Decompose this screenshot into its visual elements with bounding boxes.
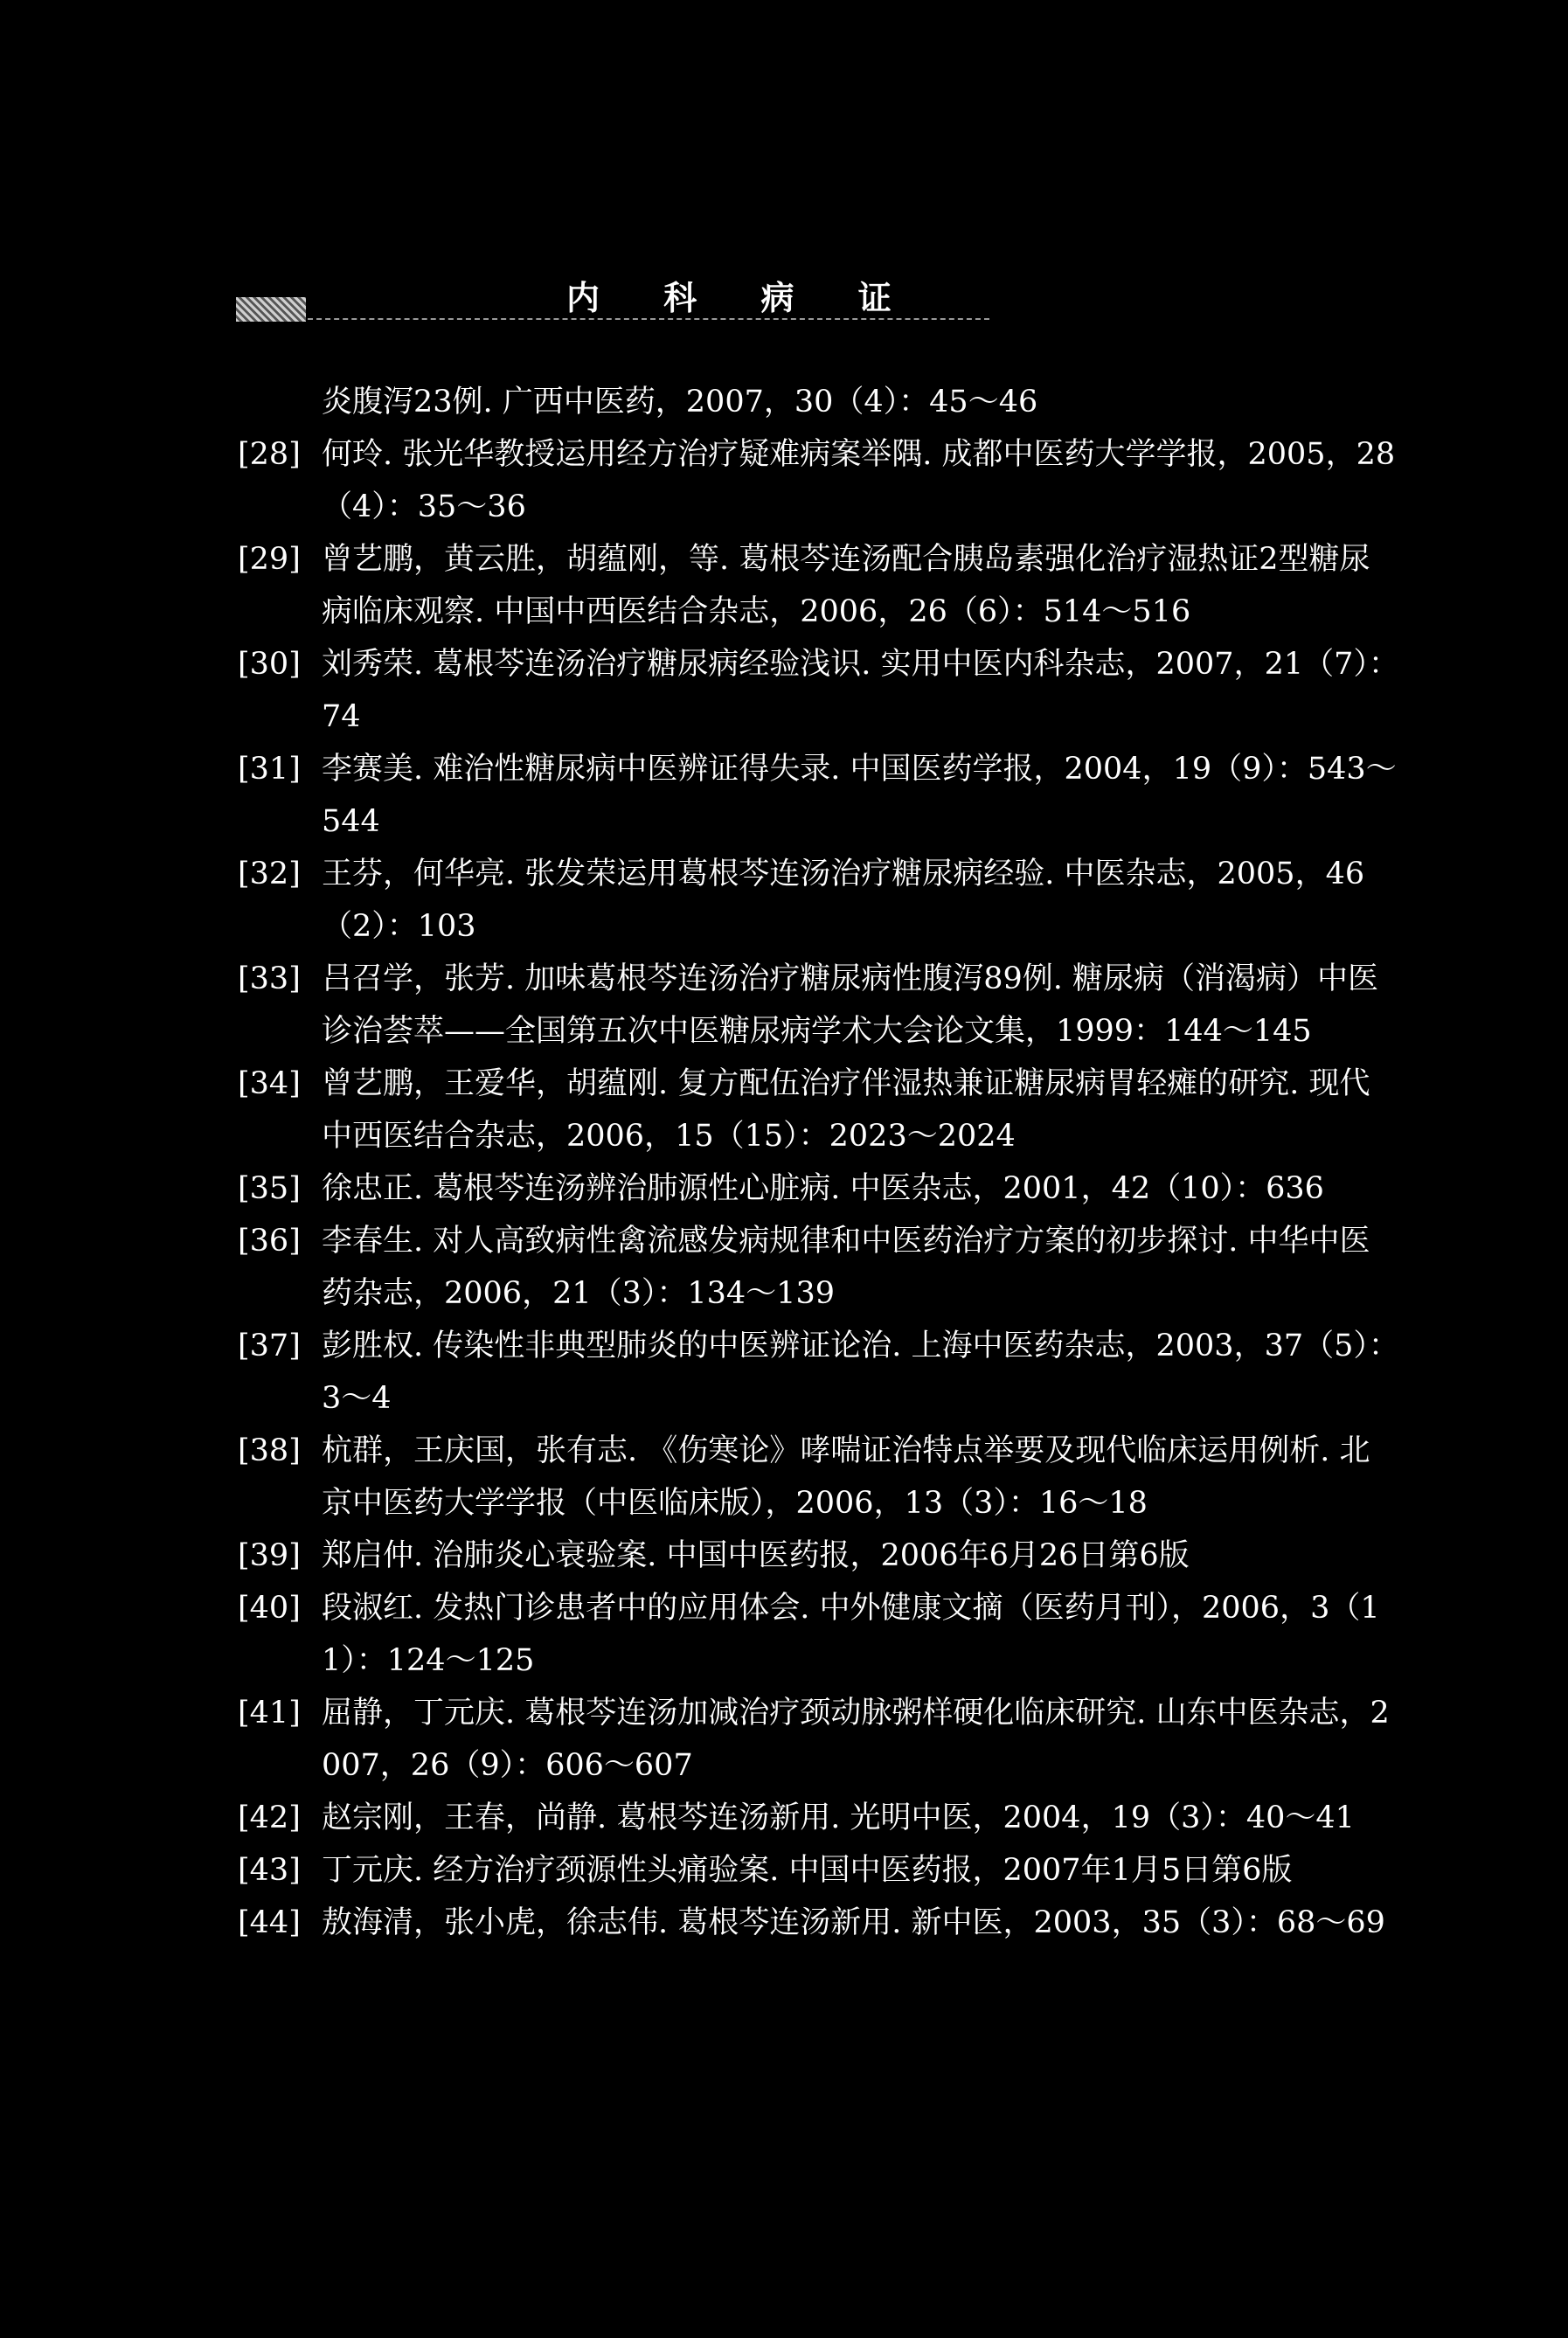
reference-number: [40] xyxy=(238,1591,301,1626)
reference-text: 赵宗刚，王春，尚静. 葛根芩连汤新用. 光明中医，2004，19（3）：40～41 xyxy=(322,1800,1355,1835)
reference-text: 徐忠正. 葛根芩连汤辨治肺源性心脏病. 中医杂志，2001，42（10）：636 xyxy=(322,1171,1324,1206)
reference-item xyxy=(238,1687,1400,1792)
reference-item xyxy=(238,1792,1400,1844)
reference-text: 丁元庆. 经方治疗颈源性头痛验案. 中国中医药报，2007年1月5日第6版 xyxy=(322,1853,1293,1888)
reference-number: [30] xyxy=(238,647,301,682)
reference-text: 李赛美. 难治性糖尿病中医辨证得失录. 中国医药学报，2004，19（9）：543～544 xyxy=(322,752,1397,839)
running-header xyxy=(236,271,1023,323)
reference-number: [32] xyxy=(238,857,301,891)
reference-item xyxy=(238,1530,1400,1582)
reference-continuation xyxy=(238,376,1400,428)
reference-item xyxy=(238,1320,1400,1425)
reference-item xyxy=(238,638,1400,743)
reference-item xyxy=(238,953,1400,1058)
reference-text: 曾艺鹏，黄云胜，胡蕴刚，等. 葛根芩连汤配合胰岛素强化治疗湿热证2型糖尿病临床观察. 中国中西医结合杂志，2006，26（6）：514～516 xyxy=(322,542,1370,629)
reference-item xyxy=(238,1897,1400,1949)
reference-item xyxy=(238,428,1400,533)
reference-text: 炎腹泻23例. 广西中医药，2007，30（4）：45～46 xyxy=(322,385,1038,420)
reference-number: [37] xyxy=(238,1329,301,1363)
reference-number: [41] xyxy=(238,1696,301,1731)
reference-text: 曾艺鹏，王爱华，胡蕴刚. 复方配伍治疗伴湿热兼证糖尿病胃轻瘫的研究. 现代中西医结合杂志，2006，15（15）：2023～2024 xyxy=(322,1066,1370,1154)
reference-number: [31] xyxy=(238,752,301,787)
reference-item xyxy=(238,1582,1400,1687)
reference-text: 敖海清，张小虎，徐志伟. 葛根芩连汤新用. 新中医，2003，35（3）：68～69 xyxy=(322,1905,1385,1940)
reference-text: 何玲. 张光华教授运用经方治疗疑难病案举隅. 成都中医药大学学报，2005，28（4）：35～36 xyxy=(322,437,1396,524)
reference-text: 刘秀荣. 葛根芩连汤治疗糖尿病经验浅识. 实用中医内科杂志，2007，21（7）：74 xyxy=(322,647,1399,734)
reference-item xyxy=(238,1844,1400,1897)
reference-item xyxy=(238,848,1400,953)
header-title: 内 科 病 证 xyxy=(566,278,918,317)
reference-text: 彭胜权. 传染性非典型肺炎的中医辨证论治. 上海中医药杂志，2003，37（5）：3～4 xyxy=(322,1329,1399,1416)
reference-number: [39] xyxy=(238,1538,301,1573)
reference-text: 郑启仲. 治肺炎心衰验案. 中国中医药报，2006年6月26日第6版 xyxy=(322,1538,1190,1573)
reference-list xyxy=(238,376,1400,1949)
header-decoration xyxy=(236,297,306,322)
reference-number: [28] xyxy=(238,437,301,472)
reference-number: [33] xyxy=(238,961,301,996)
reference-text: 杭群，王庆国，张有志. 《伤寒论》哮喘证治特点举要及现代临床运用例析. 北京中医药大学学报（中医临床版），2006，13（3）：16～18 xyxy=(322,1433,1370,1521)
reference-item xyxy=(238,1058,1400,1162)
reference-item xyxy=(238,1162,1400,1215)
reference-number: [29] xyxy=(238,542,301,577)
reference-item xyxy=(238,533,1400,638)
reference-text: 吕召学，张芳. 加味葛根芩连汤治疗糖尿病性腹泻89例. 糖尿病（消渴病）中医诊治荟萃——全国第五次中医糖尿病学术大会论文集，1999：144～145 xyxy=(322,961,1379,1049)
reference-item xyxy=(238,743,1400,848)
reference-number: [35] xyxy=(238,1171,301,1206)
reference-item xyxy=(238,1425,1400,1530)
reference-number: [44] xyxy=(238,1905,301,1940)
reference-number: [43] xyxy=(238,1853,301,1888)
reference-text: 王芬，何华亮. 张发荣运用葛根芩连汤治疗糖尿病经验. 中医杂志，2005，46（2）：103 xyxy=(322,857,1365,944)
reference-item xyxy=(238,1215,1400,1320)
reference-text: 屈静，丁元庆. 葛根芩连汤加减治疗颈动脉粥样硬化临床研究. 山东中医杂志，2007，26（9）：606～607 xyxy=(322,1696,1390,1783)
reference-number: [42] xyxy=(238,1800,301,1835)
reference-text: 段淑红. 发热门诊患者中的应用体会. 中外健康文摘（医药月刊），2006，3（11）：124～125 xyxy=(322,1591,1380,1678)
reference-number: [36] xyxy=(238,1224,301,1259)
reference-number: [38] xyxy=(238,1433,301,1468)
reference-number: [34] xyxy=(238,1066,301,1101)
reference-text: 李春生. 对人高致病性禽流感发病规律和中医药治疗方案的初步探讨. 中华中医药杂志，2006，21（3）：134～139 xyxy=(322,1224,1370,1311)
